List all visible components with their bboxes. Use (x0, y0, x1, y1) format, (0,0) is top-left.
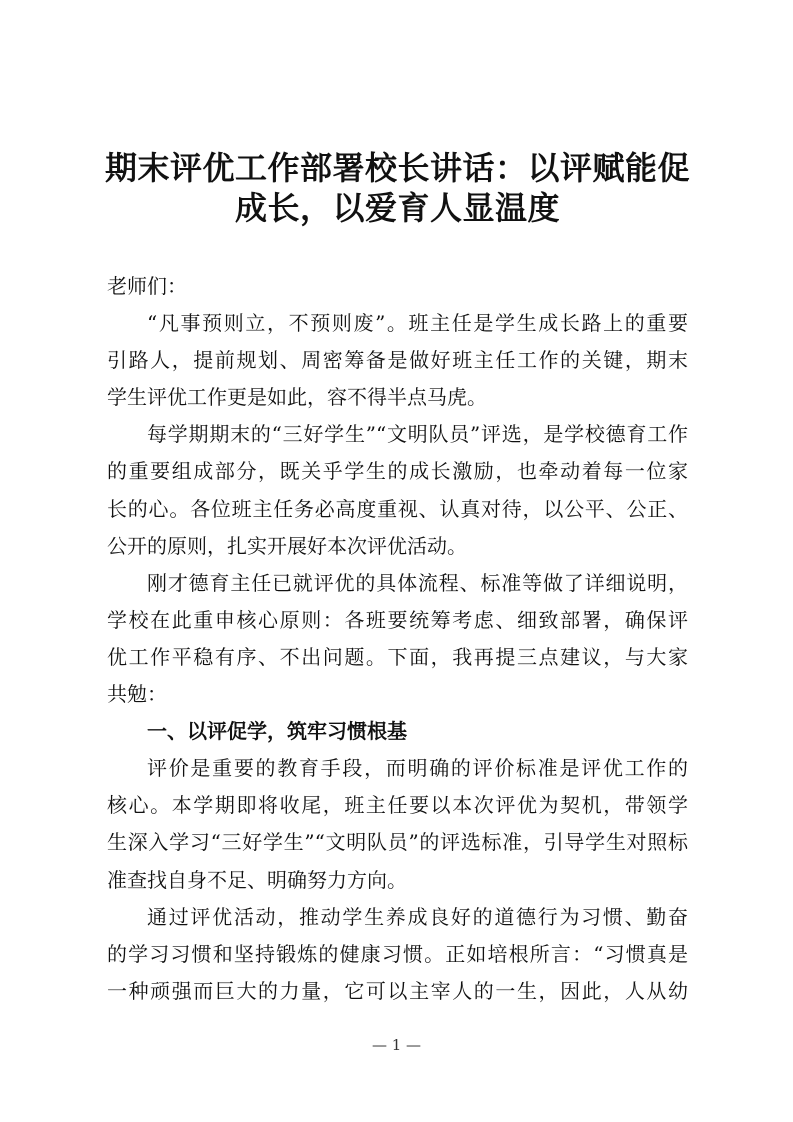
paragraph-line: 优工作平稳有序、不出问题。下面，我再提三点建议，与大家 (107, 644, 688, 669)
paragraph (107, 750, 688, 898)
paragraph-line: 学生评优工作更是如此，容不得半点马虎。 (107, 385, 487, 410)
paragraph-line: 的学习习惯和坚持锻炼的健康习惯。正如培根所言：“习惯真是 (107, 941, 688, 966)
title-line-2: 成长，以爱育人显温度 (234, 189, 560, 227)
paragraph (107, 899, 688, 1010)
paragraph-line: 公开的原则，扎实开展好本次评优活动。 (107, 533, 467, 558)
paragraph (107, 305, 688, 416)
paragraph-line: 核心。本学期即将收尾，班主任要以本次评优为契机，带领学 (107, 793, 688, 818)
page-number: — 1 — (371, 1036, 422, 1054)
paragraph-line: 学校在此重申核心原则：各班要统筹考虑、细致部署，确保评 (107, 607, 688, 632)
paragraph-line: 准查找自身不足、明确努力方向。 (107, 867, 407, 892)
paragraph-line: 共勉： (107, 682, 167, 707)
paragraph-line: 刚才德育主任已就评优的具体流程、标准等做了详细说明， (147, 570, 688, 595)
paragraph-line: 引路人，提前规划、周密筹备是做好班主任工作的关键，期末 (107, 348, 688, 373)
paragraph-line: 生深入学习“三好学生”“文明队员”的评选标准，引导学生对照标 (107, 830, 688, 855)
paragraph-line: 每学期期末的“三好学生”“文明队员”评选，是学校德育工作 (147, 422, 688, 447)
title-line-1: 期末评优工作部署校长讲话：以评赋能促 (104, 149, 690, 187)
paragraph-line: 长的心。各位班主任务必高度重视、认真对待，以公平、公正、 (107, 496, 688, 521)
paragraph-line: 评价是重要的教育手段，而明确的评价标准是评优工作的 (147, 756, 688, 781)
salutation: 老师们： (107, 274, 187, 298)
paragraph (107, 416, 688, 564)
document-body (107, 268, 688, 1010)
paragraph-line: 一种顽强而巨大的力量，它可以主宰人的一生，因此，人从幼 (107, 978, 688, 1003)
paragraph-line: “凡事预则立，不预则废”。班主任是学生成长路上的重要 (147, 311, 688, 336)
document-title (100, 148, 695, 228)
paragraph-line: 的重要组成部分，既关乎学生的成长激励，也牵动着每一位家 (107, 459, 688, 484)
paragraph (107, 565, 688, 713)
section-heading: 一、以评促学，筑牢习惯根基 (147, 719, 407, 744)
paragraph-line: 通过评优活动，推动学生养成良好的道德行为习惯、勤奋 (147, 904, 688, 929)
